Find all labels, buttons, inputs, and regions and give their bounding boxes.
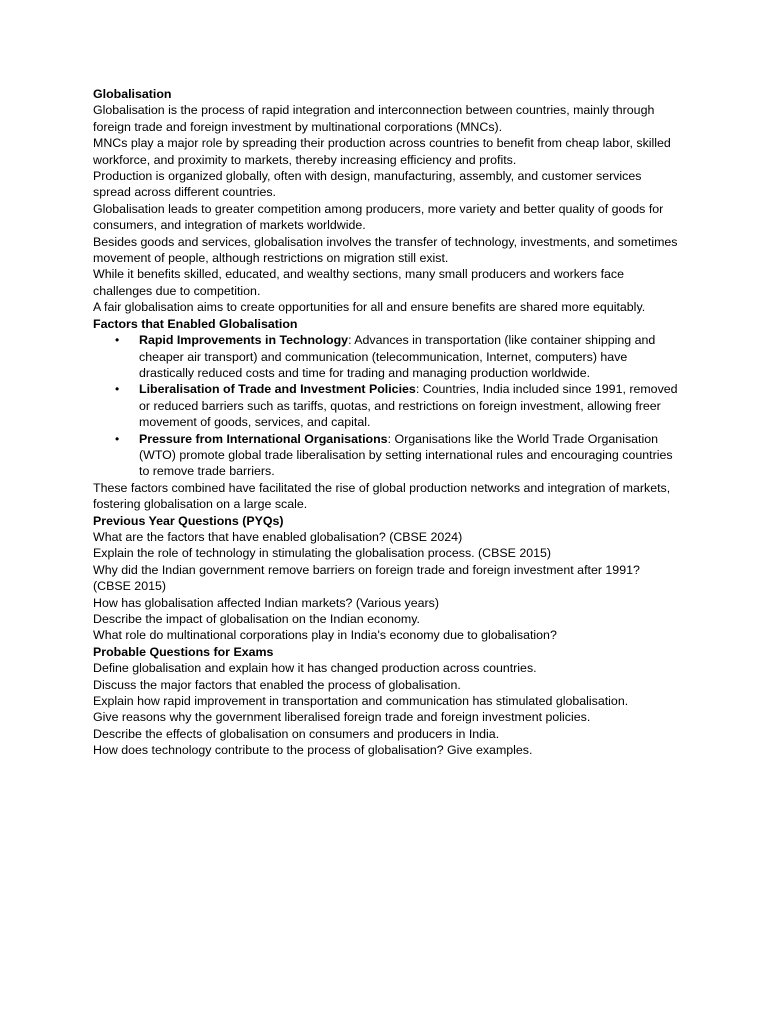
paragraph: A fair globalisation aims to create opportunities for all and ensure benefits are shared more equitably. <box>93 300 646 315</box>
factor-text: : Countries, India included since 1991, removed or reduced barriers such as tariffs, quotas, and restrictions on foreign investment, allowing freer movement of goods, services, and capital. <box>139 382 678 430</box>
factor-text: : Advances in transportation (like container shipping and cheaper air transport) and communication (telecommunication, Internet, computers) have drastically reduced costs and time for trading and managing production worldwide. <box>139 333 656 380</box>
paragraph: Production is organized globally, often with design, manufacturing, assembly, and customer services spread across different countries. <box>93 169 642 200</box>
question: Explain how rapid improvement in transportation and communication has stimulated globalisation. <box>93 694 629 709</box>
question: Give reasons why the government liberalised foreign trade and foreign investment policies. <box>93 710 591 725</box>
question: Define globalisation and explain how it has changed production across countries. <box>93 661 537 676</box>
factor-term: Rapid Improvements in Technology <box>139 333 349 348</box>
factor-term: Liberalisation of Trade and Investment Policies <box>139 382 416 397</box>
bullet-icon: • <box>115 431 120 446</box>
section-heading-globalisation: Globalisation <box>93 87 172 101</box>
paragraph: These factors combined have facilitated the rise of global production networks and integration of markets, fostering globalisation on a large scale. <box>93 480 671 512</box>
question: How does technology contribute to the process of globalisation? Give examples. <box>93 743 533 758</box>
question: Describe the impact of globalisation on the Indian economy. <box>93 612 420 626</box>
question: What are the factors that have enabled globalisation? (CBSE 2024) <box>93 529 463 544</box>
section-heading-pyqs: Previous Year Questions (PYQs) <box>93 513 284 528</box>
question: How has globalisation affected Indian markets? (Various years) <box>93 595 439 610</box>
section-heading-probable: Probable Questions for Exams <box>93 644 274 659</box>
section-heading-factors: Factors that Enabled Globalisation <box>93 316 298 331</box>
paragraph: Globalisation leads to greater competition among producers, more variety and better quality of goods for consumers, and integration of markets worldwide. <box>93 201 664 233</box>
list-item <box>93 381 678 430</box>
paragraph: Besides goods and services, globalisation involves the transfer of technology, investments, and sometimes movement of people, although restrictions on migration still exist. <box>93 234 678 266</box>
paragraph: Globalisation is the process of rapid integration and interconnection between countries, mainly through foreign trade and foreign investment by multinational corporations (MNCs). <box>93 103 655 134</box>
paragraph: While it benefits skilled, educated, and wealthy sections, many small producers and workers face challenges due to competition. <box>93 267 624 298</box>
paragraph: MNCs play a major role by spreading their production across countries to benefit from cheap labor, skilled workforce, and proximity to markets, thereby increasing efficiency and profits. <box>93 136 671 167</box>
bullet-icon: • <box>115 382 120 397</box>
factors-list <box>93 332 678 480</box>
factor-term: Pressure from International Organisations <box>139 431 388 446</box>
question: Why did the Indian government remove barriers on foreign trade and foreign investment after 1991? (CBSE 2015) <box>93 562 640 594</box>
list-item <box>93 431 678 480</box>
question: Explain the role of technology in stimulating the globalisation process. (CBSE 2015) <box>93 546 552 561</box>
question: Discuss the major factors that enabled the process of globalisation. <box>93 677 461 692</box>
question: What role do multinational corporations play in India's economy due to globalisation? <box>93 628 557 643</box>
list-item <box>93 332 678 381</box>
bullet-icon: • <box>115 333 120 348</box>
question: Describe the effects of globalisation on consumers and producers in India. <box>93 726 500 741</box>
document-page <box>93 86 678 759</box>
factor-text: : Organisations like the World Trade Organisation (WTO) promote global trade liberalisation by setting international rules and encouraging countries to remove trade barriers. <box>139 431 673 479</box>
